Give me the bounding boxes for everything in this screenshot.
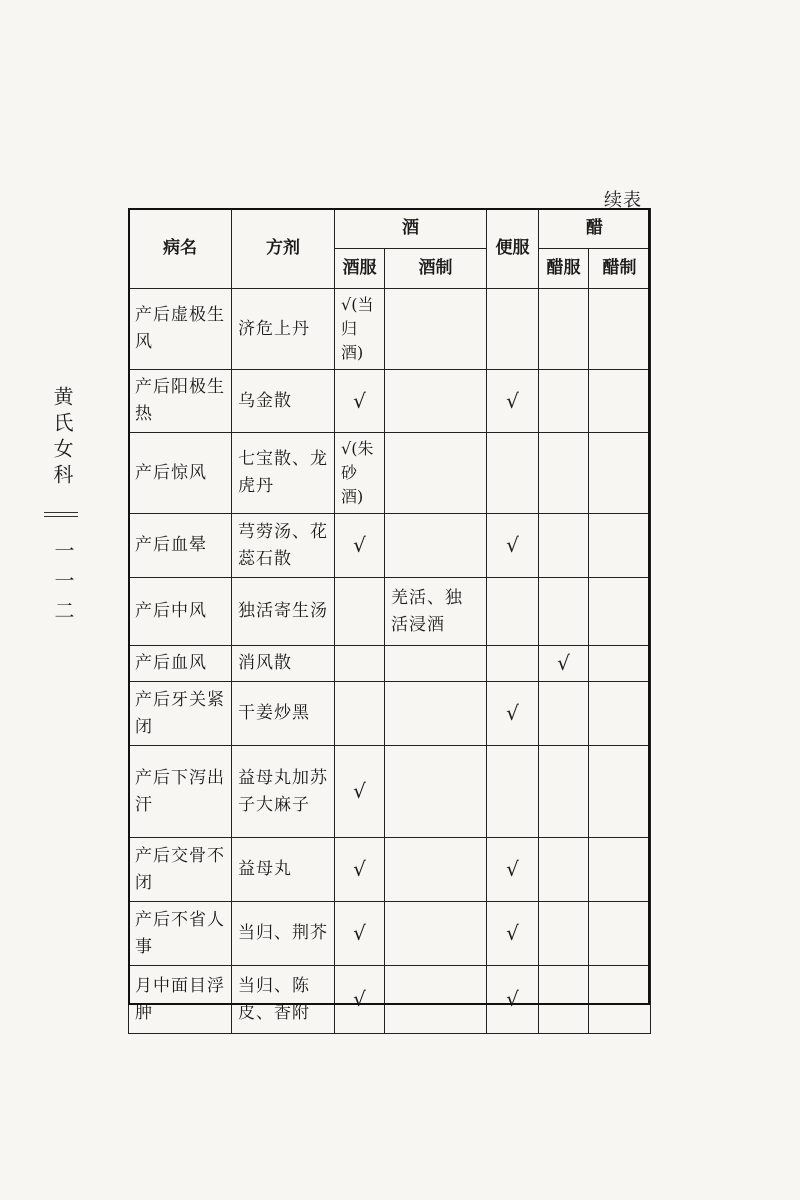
- header-vinegar-make: 醋制: [589, 249, 651, 289]
- cell-vinegar-take: [539, 746, 589, 838]
- cell-wine-make: [385, 966, 487, 1034]
- cell-convenient: [487, 433, 539, 514]
- cell-convenient: √: [487, 966, 539, 1034]
- cell-wine-take: √: [335, 966, 385, 1034]
- book-title-vertical: 黄氏女科: [50, 386, 74, 490]
- cell-vinegar-make: [589, 370, 651, 433]
- cell-disease: 产后中风: [129, 578, 232, 646]
- cell-wine-make: [385, 433, 487, 514]
- cell-disease: 产后虚极生风: [129, 289, 232, 370]
- header-convenient: 便服: [487, 209, 539, 289]
- cell-disease: 产后不省人事: [129, 902, 232, 966]
- cell-formula: 当归、荆芥: [232, 902, 335, 966]
- cell-formula: 干姜炒黑: [232, 682, 335, 746]
- cell-disease: 产后血晕: [129, 514, 232, 578]
- cell-formula: 益母丸加苏子大麻子: [232, 746, 335, 838]
- table-row: [129, 902, 651, 966]
- cell-formula: 芎䓖汤、花蕊石散: [232, 514, 335, 578]
- cell-wine-take: [335, 578, 385, 646]
- cell-vinegar-take: [539, 966, 589, 1034]
- cell-vinegar-make: [589, 746, 651, 838]
- cell-wine-make: [385, 514, 487, 578]
- cell-vinegar-make: [589, 966, 651, 1034]
- cell-formula: 消风散: [232, 646, 335, 682]
- cell-convenient: √: [487, 514, 539, 578]
- cell-vinegar-make: [589, 646, 651, 682]
- table-row: [129, 514, 651, 578]
- cell-convenient: [487, 578, 539, 646]
- continued-table-label: 续表: [604, 190, 642, 211]
- cell-disease: 产后阳极生热: [129, 370, 232, 433]
- header-vinegar-take: 醋服: [539, 249, 589, 289]
- cell-formula: 益母丸: [232, 838, 335, 902]
- cell-formula: 独活寄生汤: [232, 578, 335, 646]
- cell-vinegar-take: [539, 838, 589, 902]
- cell-wine-take: √: [335, 370, 385, 433]
- cell-wine-make: [385, 838, 487, 902]
- header-vinegar: 醋: [539, 209, 651, 249]
- cell-convenient: √: [487, 370, 539, 433]
- cell-convenient: √: [487, 902, 539, 966]
- cell-vinegar-make: [589, 578, 651, 646]
- cell-wine-make: [385, 682, 487, 746]
- cell-vinegar-make: [589, 838, 651, 902]
- cell-vinegar-make: [589, 682, 651, 746]
- cell-wine-take: √: [335, 746, 385, 838]
- header-disease: 病名: [129, 209, 232, 289]
- cell-convenient: [487, 746, 539, 838]
- page-number: 一一二: [51, 540, 75, 630]
- table-row: [129, 682, 651, 746]
- cell-wine-make: 羌活、独活浸酒: [385, 578, 487, 646]
- cell-vinegar-make: [589, 902, 651, 966]
- cell-formula: 乌金散: [232, 370, 335, 433]
- cell-vinegar-take: [539, 578, 589, 646]
- cell-wine-take: [335, 682, 385, 746]
- cell-formula: 七宝散、龙虎丹: [232, 433, 335, 514]
- header-wine: 酒: [335, 209, 487, 249]
- table-row: [129, 746, 651, 838]
- cell-vinegar-take: [539, 289, 589, 370]
- cell-wine-take: √: [335, 514, 385, 578]
- table-row: [129, 578, 651, 646]
- table-row: [129, 433, 651, 514]
- cell-disease: 产后惊风: [129, 433, 232, 514]
- cell-convenient: [487, 289, 539, 370]
- cell-vinegar-take: [539, 514, 589, 578]
- cell-convenient: [487, 646, 539, 682]
- cell-wine-take: [335, 646, 385, 682]
- cell-formula: 当归、陈皮、香附: [232, 966, 335, 1034]
- cell-wine-take: √: [335, 902, 385, 966]
- table-row: [129, 966, 651, 1034]
- cell-wine-make: [385, 746, 487, 838]
- cell-vinegar-take: √: [539, 646, 589, 682]
- cell-disease: 产后牙关紧闭: [129, 682, 232, 746]
- cell-vinegar-make: [589, 433, 651, 514]
- header-wine-make: 酒制: [385, 249, 487, 289]
- cell-vinegar-take: [539, 902, 589, 966]
- cell-wine-make: [385, 289, 487, 370]
- cell-disease: 月中面目浮肿: [129, 966, 232, 1034]
- cell-disease: 产后下泻出汗: [129, 746, 232, 838]
- table-row: [129, 289, 651, 370]
- cell-disease: 产后交骨不闭: [129, 838, 232, 902]
- cell-vinegar-take: [539, 433, 589, 514]
- cell-vinegar-make: [589, 289, 651, 370]
- table-row: [129, 370, 651, 433]
- header-formula: 方剂: [232, 209, 335, 289]
- cell-convenient: √: [487, 838, 539, 902]
- cell-vinegar-take: [539, 370, 589, 433]
- side-divider: [44, 512, 78, 520]
- cell-vinegar-take: [539, 682, 589, 746]
- cell-wine-make: [385, 902, 487, 966]
- header-wine-take: 酒服: [335, 249, 385, 289]
- cell-wine-take: √(朱砂酒): [335, 433, 385, 514]
- prescription-table: [128, 208, 651, 1034]
- cell-disease: 产后血风: [129, 646, 232, 682]
- cell-wine-take: √(当归酒): [335, 289, 385, 370]
- cell-formula: 济危上丹: [232, 289, 335, 370]
- table-row: [129, 646, 651, 682]
- table-row: [129, 838, 651, 902]
- cell-wine-make: [385, 646, 487, 682]
- cell-convenient: √: [487, 682, 539, 746]
- cell-wine-take: √: [335, 838, 385, 902]
- cell-vinegar-make: [589, 514, 651, 578]
- cell-wine-make: [385, 370, 487, 433]
